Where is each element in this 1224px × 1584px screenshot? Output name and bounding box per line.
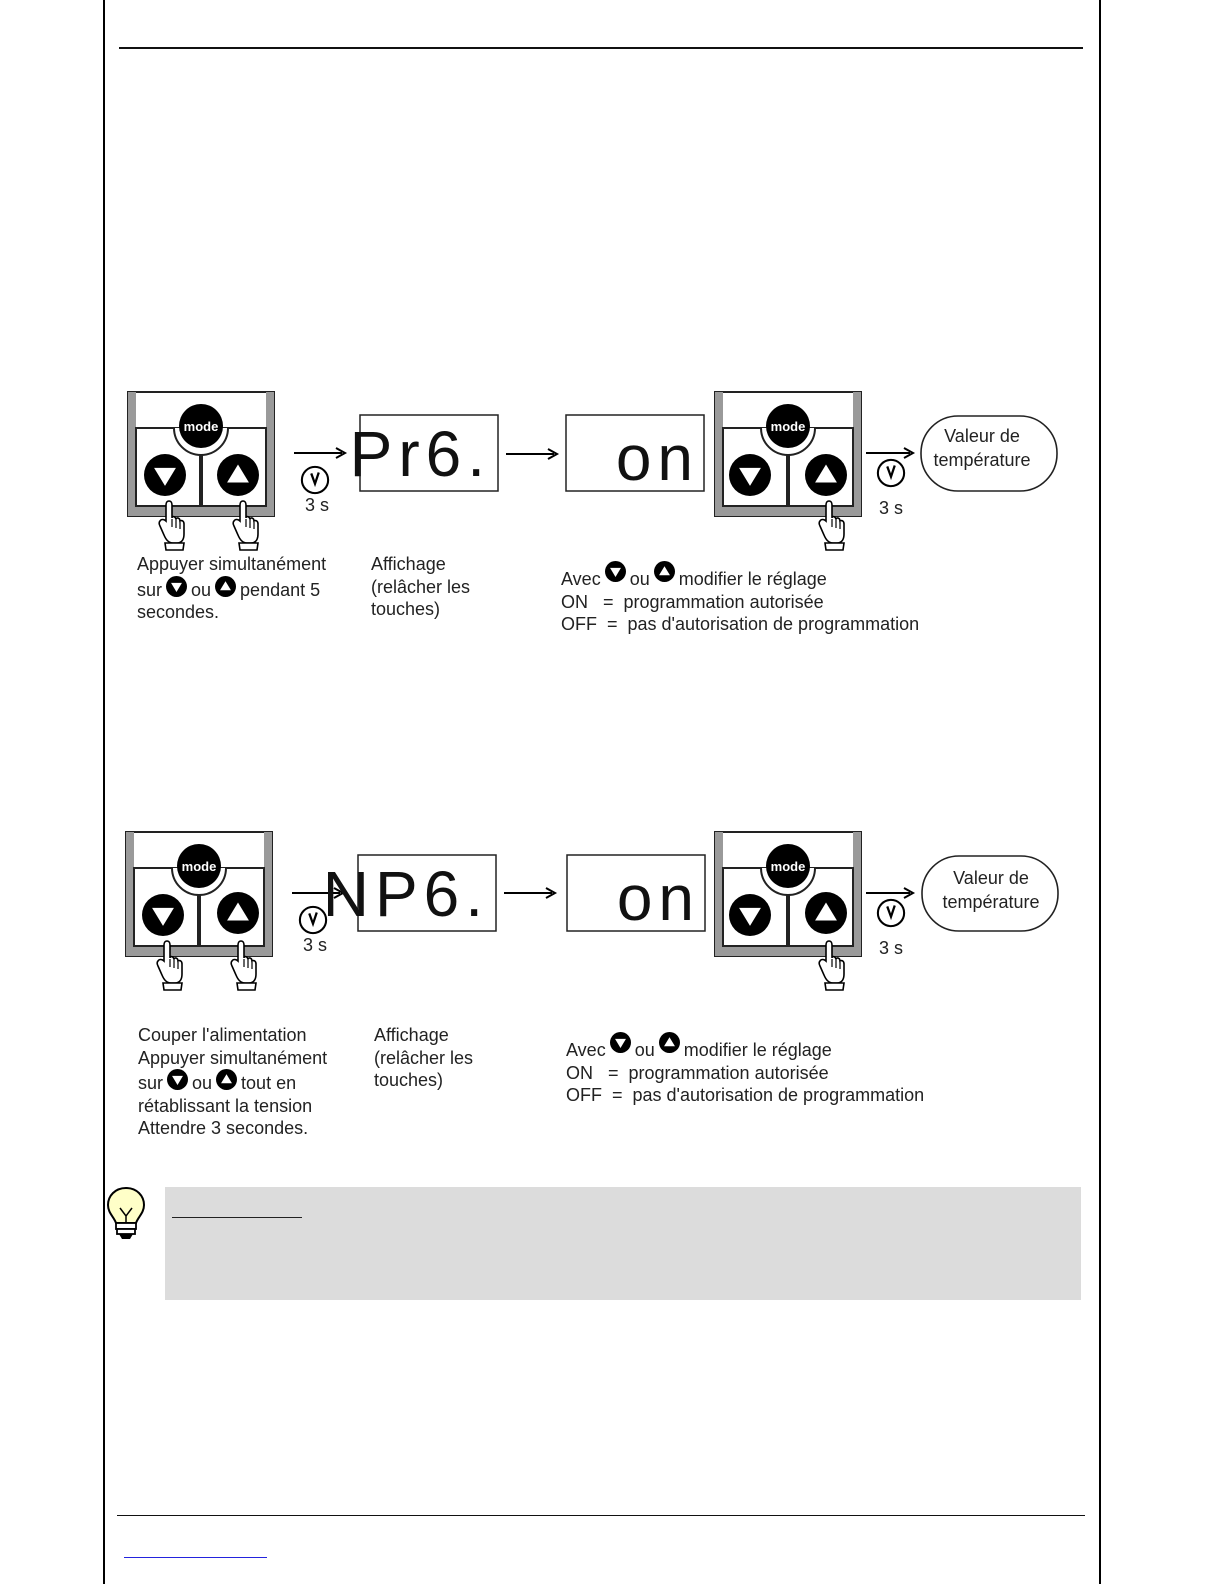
caption-word: modifier le réglage [678,569,827,589]
temperature-value-bubble [919,414,1061,494]
delay-label: 3 s [878,938,904,958]
caption-line: OFF = pas d'autorisation de programmation [566,1085,925,1105]
keypad-panel [122,830,278,995]
mode-button[interactable] [766,844,810,888]
caption-line: Affichage [374,1025,449,1045]
mode-button[interactable] [766,404,810,448]
caption-line [137,576,326,602]
lcd-text: on [615,422,699,494]
lcd-display [349,414,499,492]
caption-line: Couper l'alimentation [138,1025,307,1045]
mode-button[interactable] [177,844,221,888]
up-arrow-button-icon [659,1032,680,1053]
caption-press-buttons [137,553,326,624]
caption-line: Affichage [371,554,446,574]
caption-word: ou [192,1073,213,1093]
caption-line: ON = programmation autorisée [566,1062,829,1083]
lcd-display [566,854,706,932]
caption-line: touches) [374,1070,444,1090]
caption-line: (relâcher les [374,1047,474,1068]
caption-line: Appuyer simultanément [138,1047,328,1068]
caption-press-buttons [138,1024,327,1140]
up-arrow-button-icon [216,1069,237,1090]
flow-arrow [502,884,558,902]
caption-word: Avec [566,1040,606,1060]
timer-icon [302,467,328,493]
timed-arrow [864,440,920,522]
caption-line: OFF = pas d'autorisation de programmation [561,614,920,634]
keypad-panel [711,390,867,555]
up-arrow-button-icon[interactable] [805,892,847,934]
lcd-text: Pr6. [349,418,491,490]
keypad-panel [124,390,280,555]
caption-word: ou [629,569,650,589]
up-arrow-button-icon[interactable] [217,892,259,934]
mode-label: mode [181,859,217,874]
caption-word: modifier le réglage [683,1040,832,1060]
down-arrow-button-icon[interactable] [729,894,771,936]
note-heading-underline [172,1217,302,1218]
keypad-panel [711,830,867,995]
caption-line [138,1069,327,1095]
mode-button[interactable] [179,404,223,448]
result-line: température [933,450,1031,470]
footer-link-underline[interactable] [124,1557,267,1558]
caption-word: ou [191,579,212,600]
page-frame-left [103,0,105,1584]
timed-arrow [864,880,920,962]
caption-line: Attendre 3 secondes. [138,1118,309,1138]
mode-label: mode [183,419,219,434]
delay-label: 3 s [302,935,328,955]
down-arrow-button-icon [610,1032,631,1053]
result-line: Valeur de [953,868,1029,888]
caption-display [374,1024,473,1092]
caption-word: tout en [241,1073,297,1093]
down-arrow-button-icon[interactable] [729,454,771,496]
caption-adjust [561,561,919,636]
caption-word: Avec [561,569,601,589]
result-line: température [942,892,1040,912]
footer-rule [117,1515,1085,1516]
temperature-value-bubble [920,854,1062,934]
up-arrow-button-icon[interactable] [217,454,259,496]
note-box [165,1187,1081,1300]
delay-label: 3 s [878,498,904,518]
header-rule [119,47,1083,49]
timed-arrow [290,440,352,520]
down-arrow-button-icon [605,561,626,582]
caption-word: sur [137,579,163,600]
down-arrow-button-icon[interactable] [144,454,186,496]
lcd-text: on [616,862,700,934]
caption-line [561,561,919,591]
caption-line: ON = programmation autorisée [561,591,824,612]
down-arrow-button-icon [167,1069,188,1090]
caption-word: pendant 5 [240,579,321,600]
mode-label: mode [770,419,806,434]
mode-label: mode [770,859,806,874]
caption-adjust [566,1032,924,1107]
result-line: Valeur de [944,426,1020,446]
up-arrow-button-icon [215,576,236,597]
lcd-display [565,414,705,492]
caption-line: secondes. [137,602,220,622]
caption-line: touches) [371,599,441,619]
flow-arrow [504,445,560,463]
caption-word: sur [138,1073,164,1093]
caption-word: ou [634,1040,655,1060]
caption-line [566,1032,924,1062]
lightbulb-icon [105,1186,147,1242]
lcd-text: NP6. [322,858,489,930]
lcd-display [322,854,497,932]
caption-line: (relâcher les [371,576,471,597]
timer-icon [878,460,904,486]
caption-line: Appuyer simultanément [137,554,327,574]
down-arrow-button-icon [166,576,187,597]
up-arrow-button-icon [654,561,675,582]
caption-display [371,553,470,621]
caption-line: rétablissant la tension [138,1095,313,1116]
timer-icon [878,900,904,926]
down-arrow-button-icon[interactable] [142,894,184,936]
delay-label: 3 s [304,495,330,515]
page-frame-right [1099,0,1101,1584]
up-arrow-button-icon[interactable] [805,454,847,496]
